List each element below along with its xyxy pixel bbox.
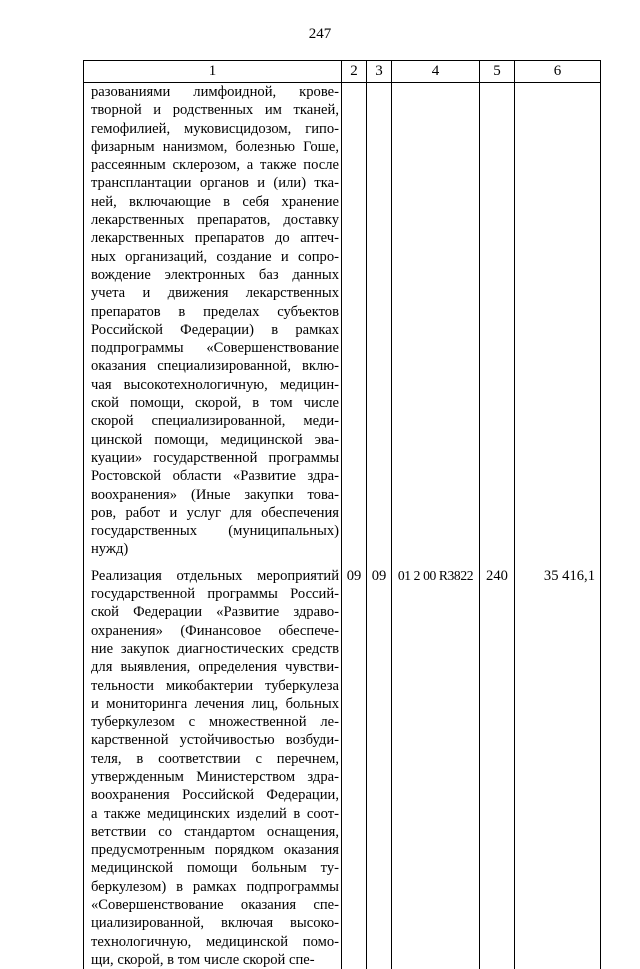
- description-line: предусмотренным порядком оказания: [91, 842, 339, 859]
- description-line: ров, работ и услуг для обеспечения: [91, 504, 339, 521]
- header-col-4: 4: [392, 61, 480, 83]
- description-line: творной и родственных им тканей,: [91, 102, 339, 119]
- row-1-subsection: [367, 83, 392, 559]
- description-line: Российской Федерации) в рамках: [91, 321, 339, 338]
- description-line: куации» государственной программы: [91, 449, 339, 466]
- row-2-target-article: 01 2 00 R3822: [392, 559, 480, 969]
- description-line: а также медицинских изделий в соот-: [91, 805, 339, 822]
- description-line: ние закупок диагностических средств: [91, 640, 339, 657]
- description-line: рассеянным склерозом, а также после: [91, 157, 339, 174]
- description-line: и мониторинга лечения лиц, больных: [91, 695, 339, 712]
- description-line: Ростовской области «Развитие здра-: [91, 468, 339, 485]
- description-line: утвержденным Министерством здра-: [91, 768, 339, 785]
- description-line: ской Федерации «Развитие здраво-: [91, 604, 339, 621]
- table-row: [84, 559, 601, 969]
- description-line: лекарственных препаратов, доставку: [91, 212, 339, 229]
- description-line: нужд): [91, 541, 129, 558]
- description-line: вождение электронных баз данных: [91, 266, 339, 283]
- description-line: тельности микобактерии туберкулеза: [91, 677, 339, 694]
- header-col-3: 3: [367, 61, 392, 83]
- description-line: государственной программы Россий-: [91, 586, 339, 603]
- description-line: медицинской помощи больным ту-: [91, 860, 339, 877]
- budget-table: [83, 60, 601, 969]
- row-2-section: 09: [342, 559, 367, 969]
- table-row: [84, 83, 601, 559]
- description-line: оказания специализированной, вклю-: [91, 358, 339, 375]
- table-header-row: [84, 61, 601, 83]
- description-line: препаратов в пределах субъектов: [91, 303, 339, 320]
- description-line: щи, скорой, в том числе скорой спе-: [91, 951, 315, 968]
- description-line: ветствии со стандартом оснащения,: [91, 823, 339, 840]
- description-line: ской помощи, скорой, в том числе: [91, 395, 339, 412]
- row-2-amount: 35 416,1: [515, 559, 601, 969]
- description-line: беркулезом) в рамках подпрограммы: [91, 878, 339, 895]
- page-number: 247: [308, 26, 332, 42]
- header-col-1: 1: [84, 61, 342, 83]
- description-line: разованиями лимфоидной, крове-: [91, 84, 339, 100]
- description-line: чая высокотехнологичную, медицин-: [91, 376, 339, 393]
- row-1-section: [342, 83, 367, 559]
- description-line: воохранения» (Иные закупки това-: [91, 486, 339, 503]
- description-line: технологичную, медицинской помо-: [91, 933, 339, 950]
- description-line: подпрограммы «Совершенствование: [91, 340, 339, 357]
- description-line: Реализация отдельных мероприятий: [91, 567, 339, 584]
- row-1-description: [84, 83, 342, 559]
- description-line: гемофилией, муковисцидозом, гипо-: [91, 120, 339, 137]
- description-line: учета и движения лекарственных: [91, 285, 339, 302]
- description-line: государственных (муниципальных): [91, 523, 339, 540]
- description-line: скорой специализированной, меди-: [91, 413, 339, 430]
- description-line: физарным нанизмом, болезнью Гоше,: [91, 138, 339, 155]
- row-1-amount: [515, 83, 601, 559]
- description-line: для выявления, определения чувстви-: [91, 659, 339, 676]
- row-2-description: [84, 559, 342, 969]
- description-line: цинской помощи, медицинской эва-: [91, 431, 339, 448]
- description-line: циализированной, включая высоко-: [91, 915, 339, 932]
- header-col-5: 5: [480, 61, 515, 83]
- description-line: карственной устойчивостью возбуди-: [91, 732, 339, 749]
- description-line: ных организаций, создание и сопро-: [91, 248, 339, 265]
- header-col-2: 2: [342, 61, 367, 83]
- description-line: трансплантации органов и (или) тка-: [91, 175, 339, 192]
- description-line: охранения» (Финансовое обеспече-: [91, 622, 339, 639]
- row-2-expense-type: 240: [480, 559, 515, 969]
- description-line: «Совершенствование оказания спе-: [91, 897, 339, 914]
- description-line: туберкулезом с множественной ле-: [91, 714, 339, 731]
- description-line: теля, в соответствии с перечнем,: [91, 750, 339, 767]
- description-line: ней, включающие в себя хранение: [91, 193, 339, 210]
- description-line: воохранения Российской Федерации,: [91, 787, 339, 804]
- header-col-6: 6: [515, 61, 601, 83]
- row-1-expense-type: [480, 83, 515, 559]
- row-2-subsection: 09: [367, 559, 392, 969]
- row-1-target-article: [392, 83, 480, 559]
- description-line: лекарственных препаратов до аптеч-: [91, 230, 339, 247]
